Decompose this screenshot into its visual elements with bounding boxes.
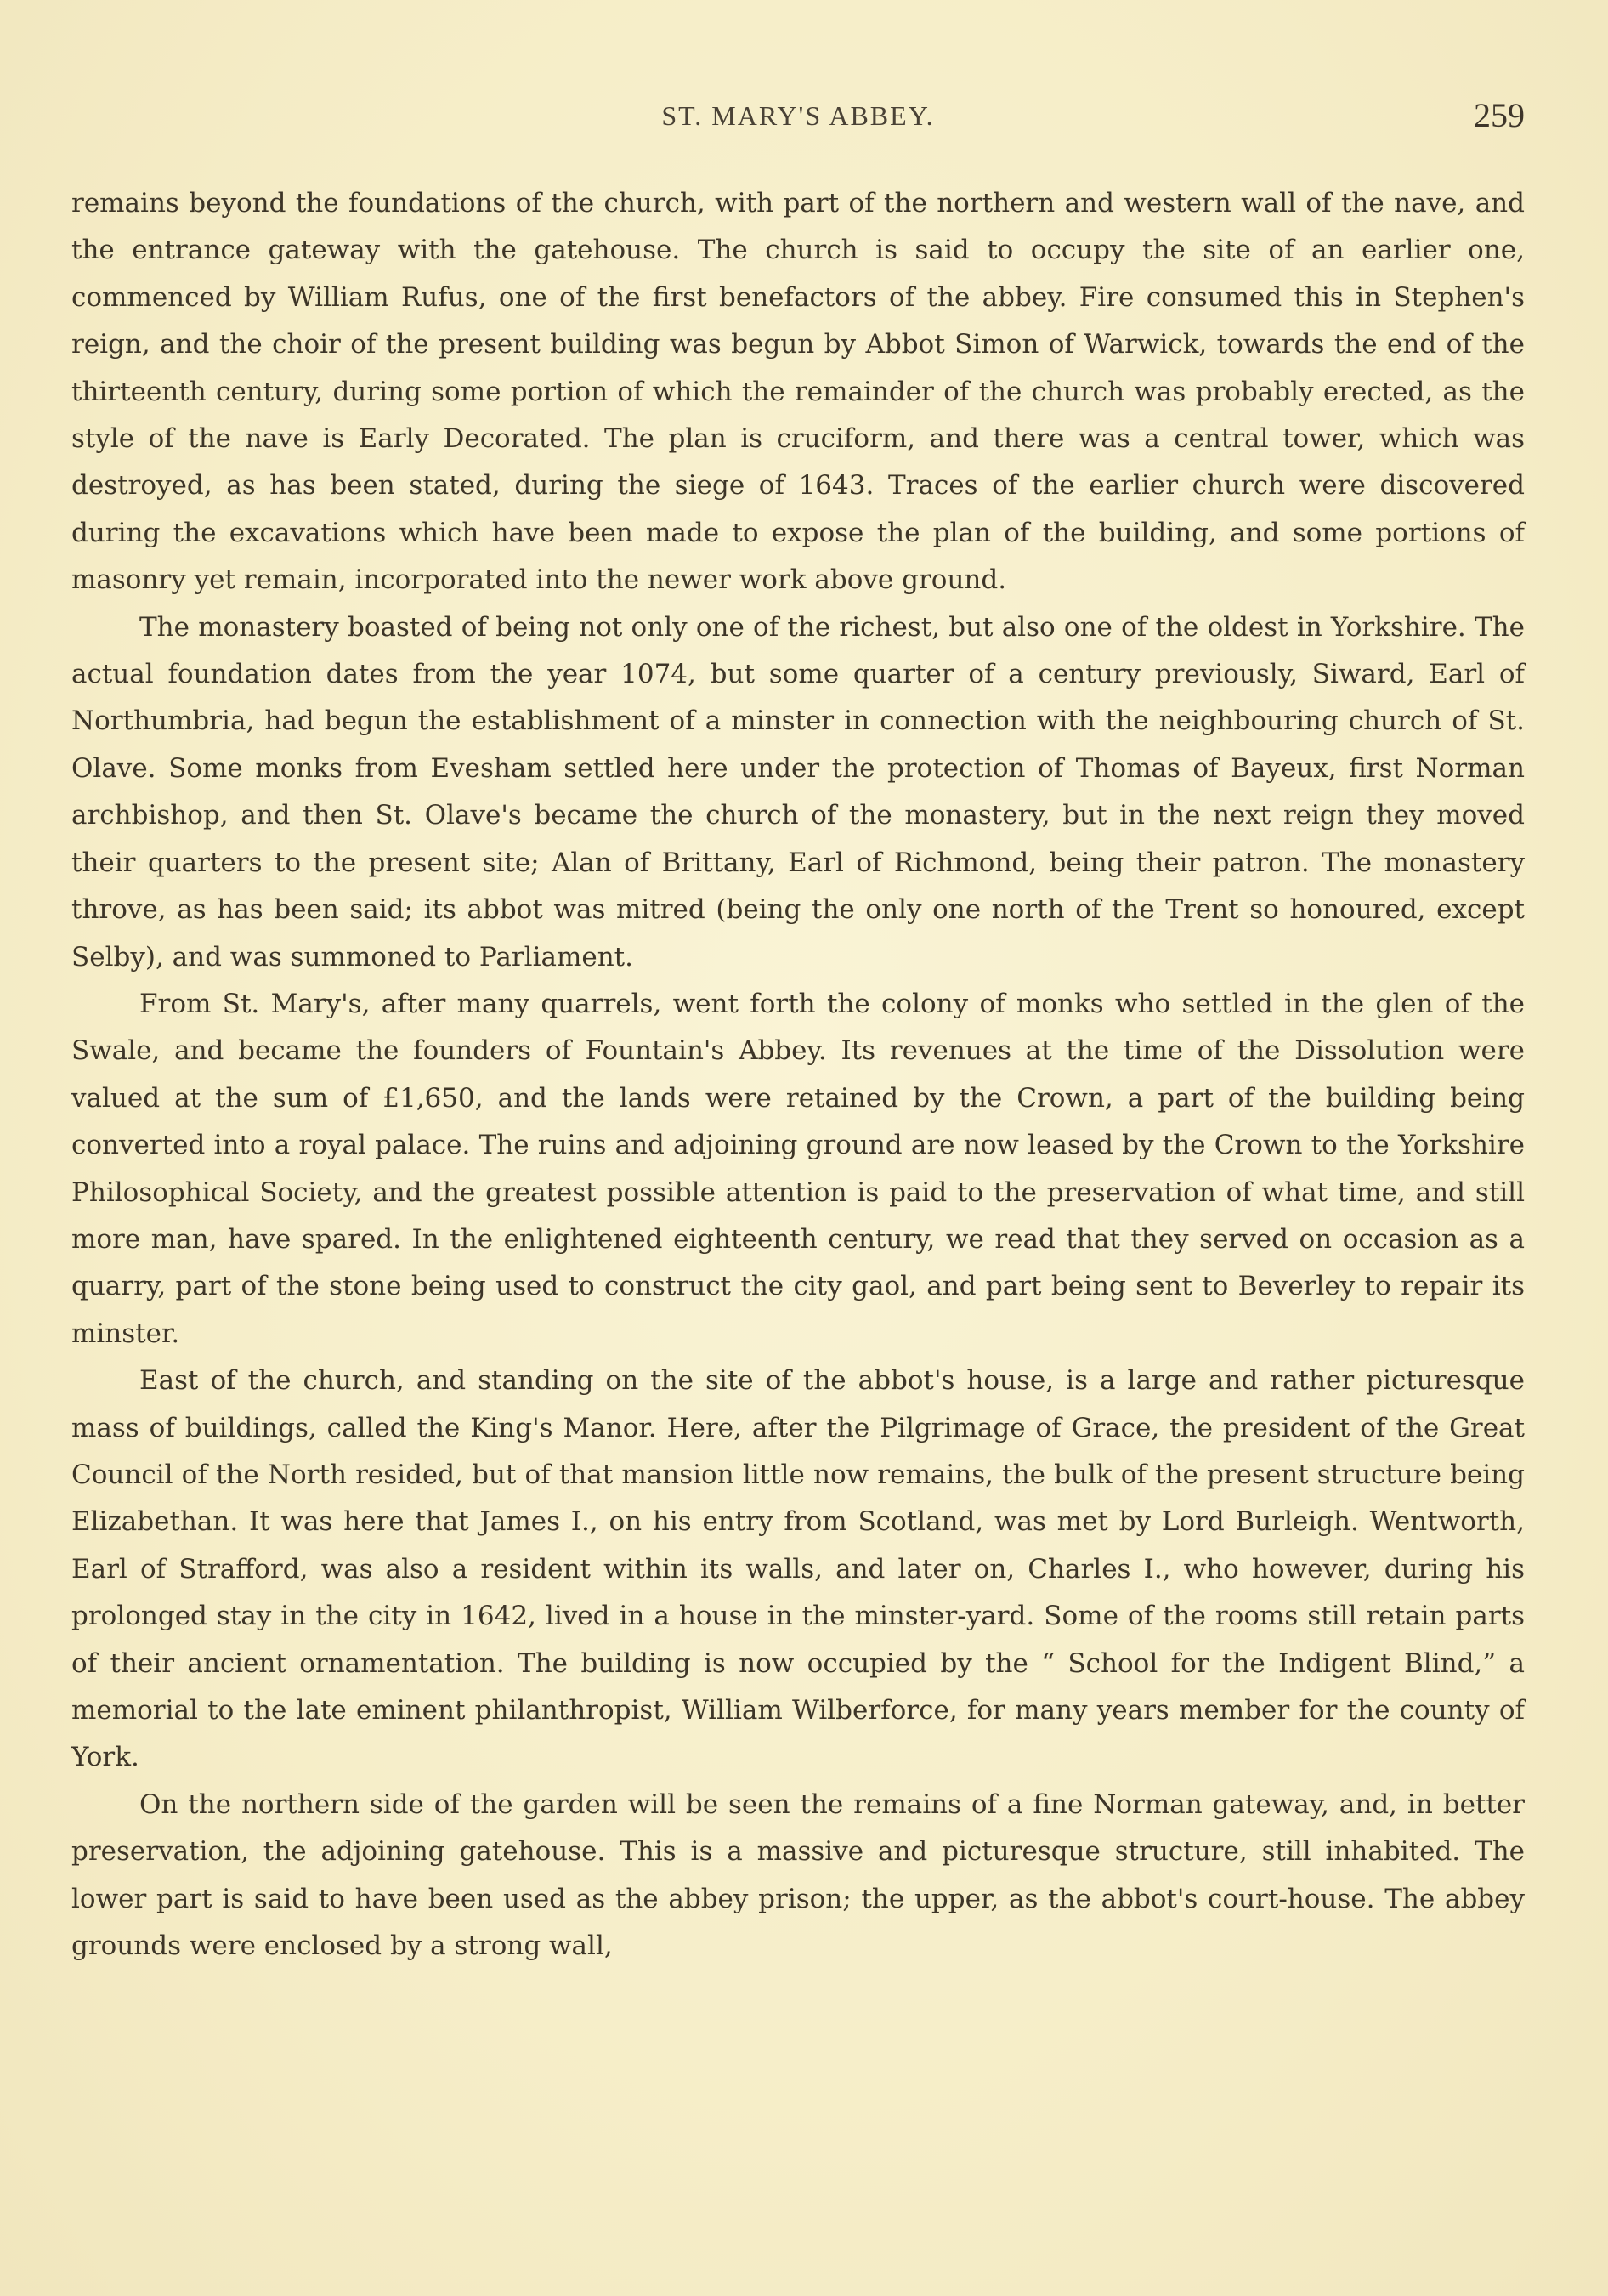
paragraph: On the northern side of the garden will be seen the remains of a fine Norman gateway, and, in better preservation, the adjoining gatehouse. This is a massive and picturesque structure, still inhabited. The lower part is said to have been used as the abbey prison; the upper, as the abbot's court-house. The abbey grounds were enclosed by a strong wall, (71, 1789, 1525, 1962)
paragraph-continued: remains beyond the foundations of the church, with part of the northern and western wall of the nave, and the entrance gateway with the gatehouse. The church is said to occupy the site of an earlier one, commenced by William Rufus, one of the first benefactors of the abbey. Fire consumed this in Stephen's reign, and the choir of the present building was begun by Abbot Simon of Warwick, towards the end of the thirteenth century, during some portion of which the remainder of the church was probably erected, as the style of the nave is Early Decorated. The plan is cruciform, and there was a central tower, which was destroyed, as has been stated, during the siege of 1643. Traces of the earlier church were discovered during the excavations which have been made to expose the plan of the building, and some portions of masonry yet remain, incorporated into the newer work above ground. (71, 188, 1525, 596)
page-header (71, 95, 1525, 139)
paragraph: The monastery boasted of being not only one of the richest, but also one of the oldest in Yorkshire. The actual foundation dates from the year 1074, but some quarter of a century previously, Siward, Earl of Northumbria, had begun the establishment of a minster in connection with the neighbouring church of St. Olave. Some monks from Evesham settled here under the protection of Thomas of Bayeux, first Norman archbishop, and then St. Olave's became the church of the monastery, but in the next reign they moved their quarters to the present site; Alan of Brittany, Earl of Richmond, being their patron. The monastery throve, as has been said; its abbot was mitred (being the only one north of the Trent so honoured, except Selby), and was summoned to Parliament. (71, 611, 1525, 972)
paragraph: From St. Mary's, after many quarrels, went forth the colony of monks who settled in the glen of the Swale, and became the founders of Fountain's Abbey. Its revenues at the time of the Dissolution were valued at the sum of £1,650, and the lands were retained by the Crown, a part of the building being converted into a royal palace. The ruins and adjoining ground are now leased by the Crown to the Yorkshire Philosophical Society, and the greatest possible attention is paid to the preservation of what time, and still more man, have spared. In the enlightened eighteenth century, we read that they served on occasion as a quarry, part of the stone being used to construct the city gaol, and part being sent to Beverley to repair its minster. (71, 988, 1525, 1349)
paragraph: East of the church, and standing on the site of the abbot's house, is a large and rather picturesque mass of buildings, called the King's Manor. Here, after the Pilgrimage of Grace, the president of the Great Council of the North resided, but of that mansion little now remains, the bulk of the present structure being Elizabethan. It was here that James I., on his entry from Scotland, was met by Lord Burleigh. Wentworth, Earl of Strafford, was also a resident within its walls, and later on, Charles I., who however, during his prolonged stay in the city in 1642, lived in a house in the minster-yard. Some of the rooms still retain parts of their ancient ornamentation. The building is now occupied by the “ School for the Indigent Blind,” a memorial to the late eminent philanthropist, William Wilberforce, for many years member for the county of York. (71, 1365, 1525, 1773)
running-head: ST. MARY'S ABBEY. (661, 100, 935, 131)
body-text (71, 180, 1525, 1970)
page-number: 259 (1474, 96, 1525, 134)
